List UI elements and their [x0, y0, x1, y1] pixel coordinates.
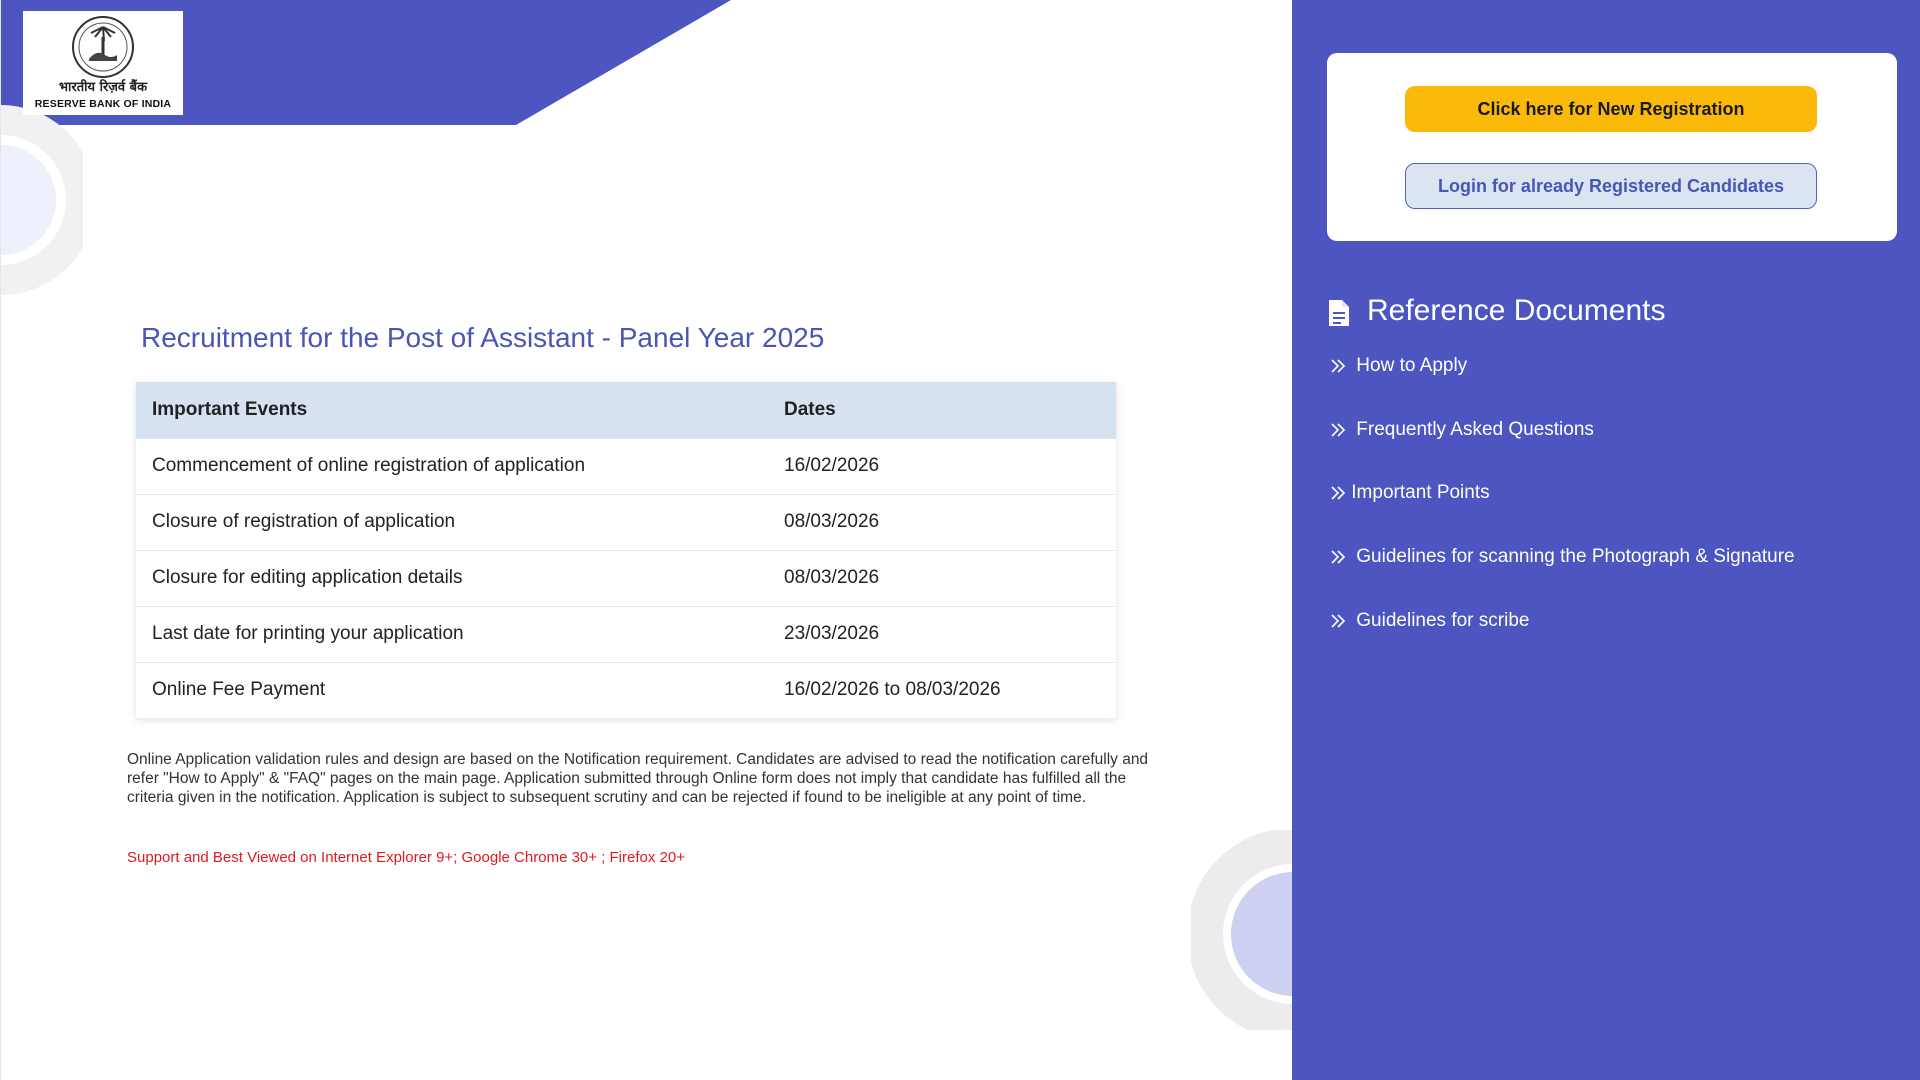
- disclaimer-text: Online Application validation rules and design are based on the Notification requirement. Candidates are advised to read the notification carefully and refer "How to Apply" & "FAQ" pages on the main page. Application submitted through Online form does not imply that candidate has fulfilled all the criteria given in the notification. Application is subject to subsequent scrutiny and can be rejected if found to be ineligible at any point of time.: [127, 751, 1149, 806]
- link-label: Important Points: [1351, 482, 1490, 503]
- double-chevron-right-icon: [1327, 484, 1351, 502]
- link-label: Guidelines for scanning the Photograph & Signature: [1356, 546, 1795, 567]
- table-row: [136, 662, 1116, 718]
- event-cell: Closure for editing application details: [136, 550, 768, 606]
- double-chevron-right-icon: [1327, 548, 1351, 566]
- date-cell: 16/02/2026 to 08/03/2026: [768, 662, 1116, 718]
- date-cell: 16/02/2026: [768, 438, 1116, 494]
- reference-documents-title: Reference Documents: [1367, 294, 1666, 327]
- link-photo-signature-guidelines[interactable]: [1327, 546, 1795, 576]
- document-icon: [1327, 298, 1351, 328]
- registration-card: [1327, 53, 1897, 241]
- page-title: Recruitment for the Post of Assistant - Panel Year 2025: [141, 322, 825, 353]
- rbi-seal-icon: [71, 15, 135, 79]
- sidebar: [1292, 0, 1920, 1080]
- date-cell: 23/03/2026: [768, 606, 1116, 662]
- logo-hindi-text: भारतीय रिज़र्व बैंक: [58, 80, 148, 95]
- table-row: [136, 494, 1116, 550]
- date-cell: 08/03/2026: [768, 494, 1116, 550]
- link-label: Frequently Asked Questions: [1356, 419, 1594, 440]
- login-button[interactable]: Login for already Registered Candidates: [1405, 163, 1817, 209]
- table-header-row: [136, 382, 1116, 438]
- decorative-ring-top: [0, 100, 83, 322]
- table-row: [136, 606, 1116, 662]
- event-cell: Closure of registration of application: [136, 494, 768, 550]
- date-cell: 08/03/2026: [768, 550, 1116, 606]
- header-band: [1, 0, 1292, 130]
- link-label: How to Apply: [1356, 355, 1468, 376]
- event-cell: Commencement of online registration of application: [136, 438, 768, 494]
- double-chevron-right-icon: [1327, 612, 1351, 630]
- event-cell: Online Fee Payment: [136, 662, 768, 718]
- double-chevron-right-icon: [1327, 357, 1351, 375]
- double-chevron-right-icon: [1327, 421, 1351, 439]
- rbi-logo[interactable]: [23, 11, 183, 115]
- browser-support-note: Support and Best Viewed on Internet Explorer 9+; Google Chrome 30+ ; Firefox 20+: [127, 849, 685, 866]
- link-important-points[interactable]: [1327, 482, 1490, 512]
- new-registration-button[interactable]: Click here for New Registration: [1405, 86, 1817, 132]
- table-row: [136, 550, 1116, 606]
- event-cell: Last date for printing your application: [136, 606, 768, 662]
- link-how-to-apply[interactable]: [1327, 355, 1467, 385]
- column-header-dates: Dates: [768, 382, 1116, 438]
- link-faq[interactable]: [1327, 419, 1594, 449]
- table-row: [136, 438, 1116, 494]
- link-scribe-guidelines[interactable]: [1327, 610, 1529, 640]
- logo-english-text: RESERVE BANK OF INDIA: [34, 98, 172, 110]
- decorative-ring-bottom: [1191, 830, 1292, 1030]
- important-events-table: [136, 382, 1116, 718]
- column-header-events: Important Events: [136, 382, 768, 438]
- link-label: Guidelines for scribe: [1356, 610, 1530, 631]
